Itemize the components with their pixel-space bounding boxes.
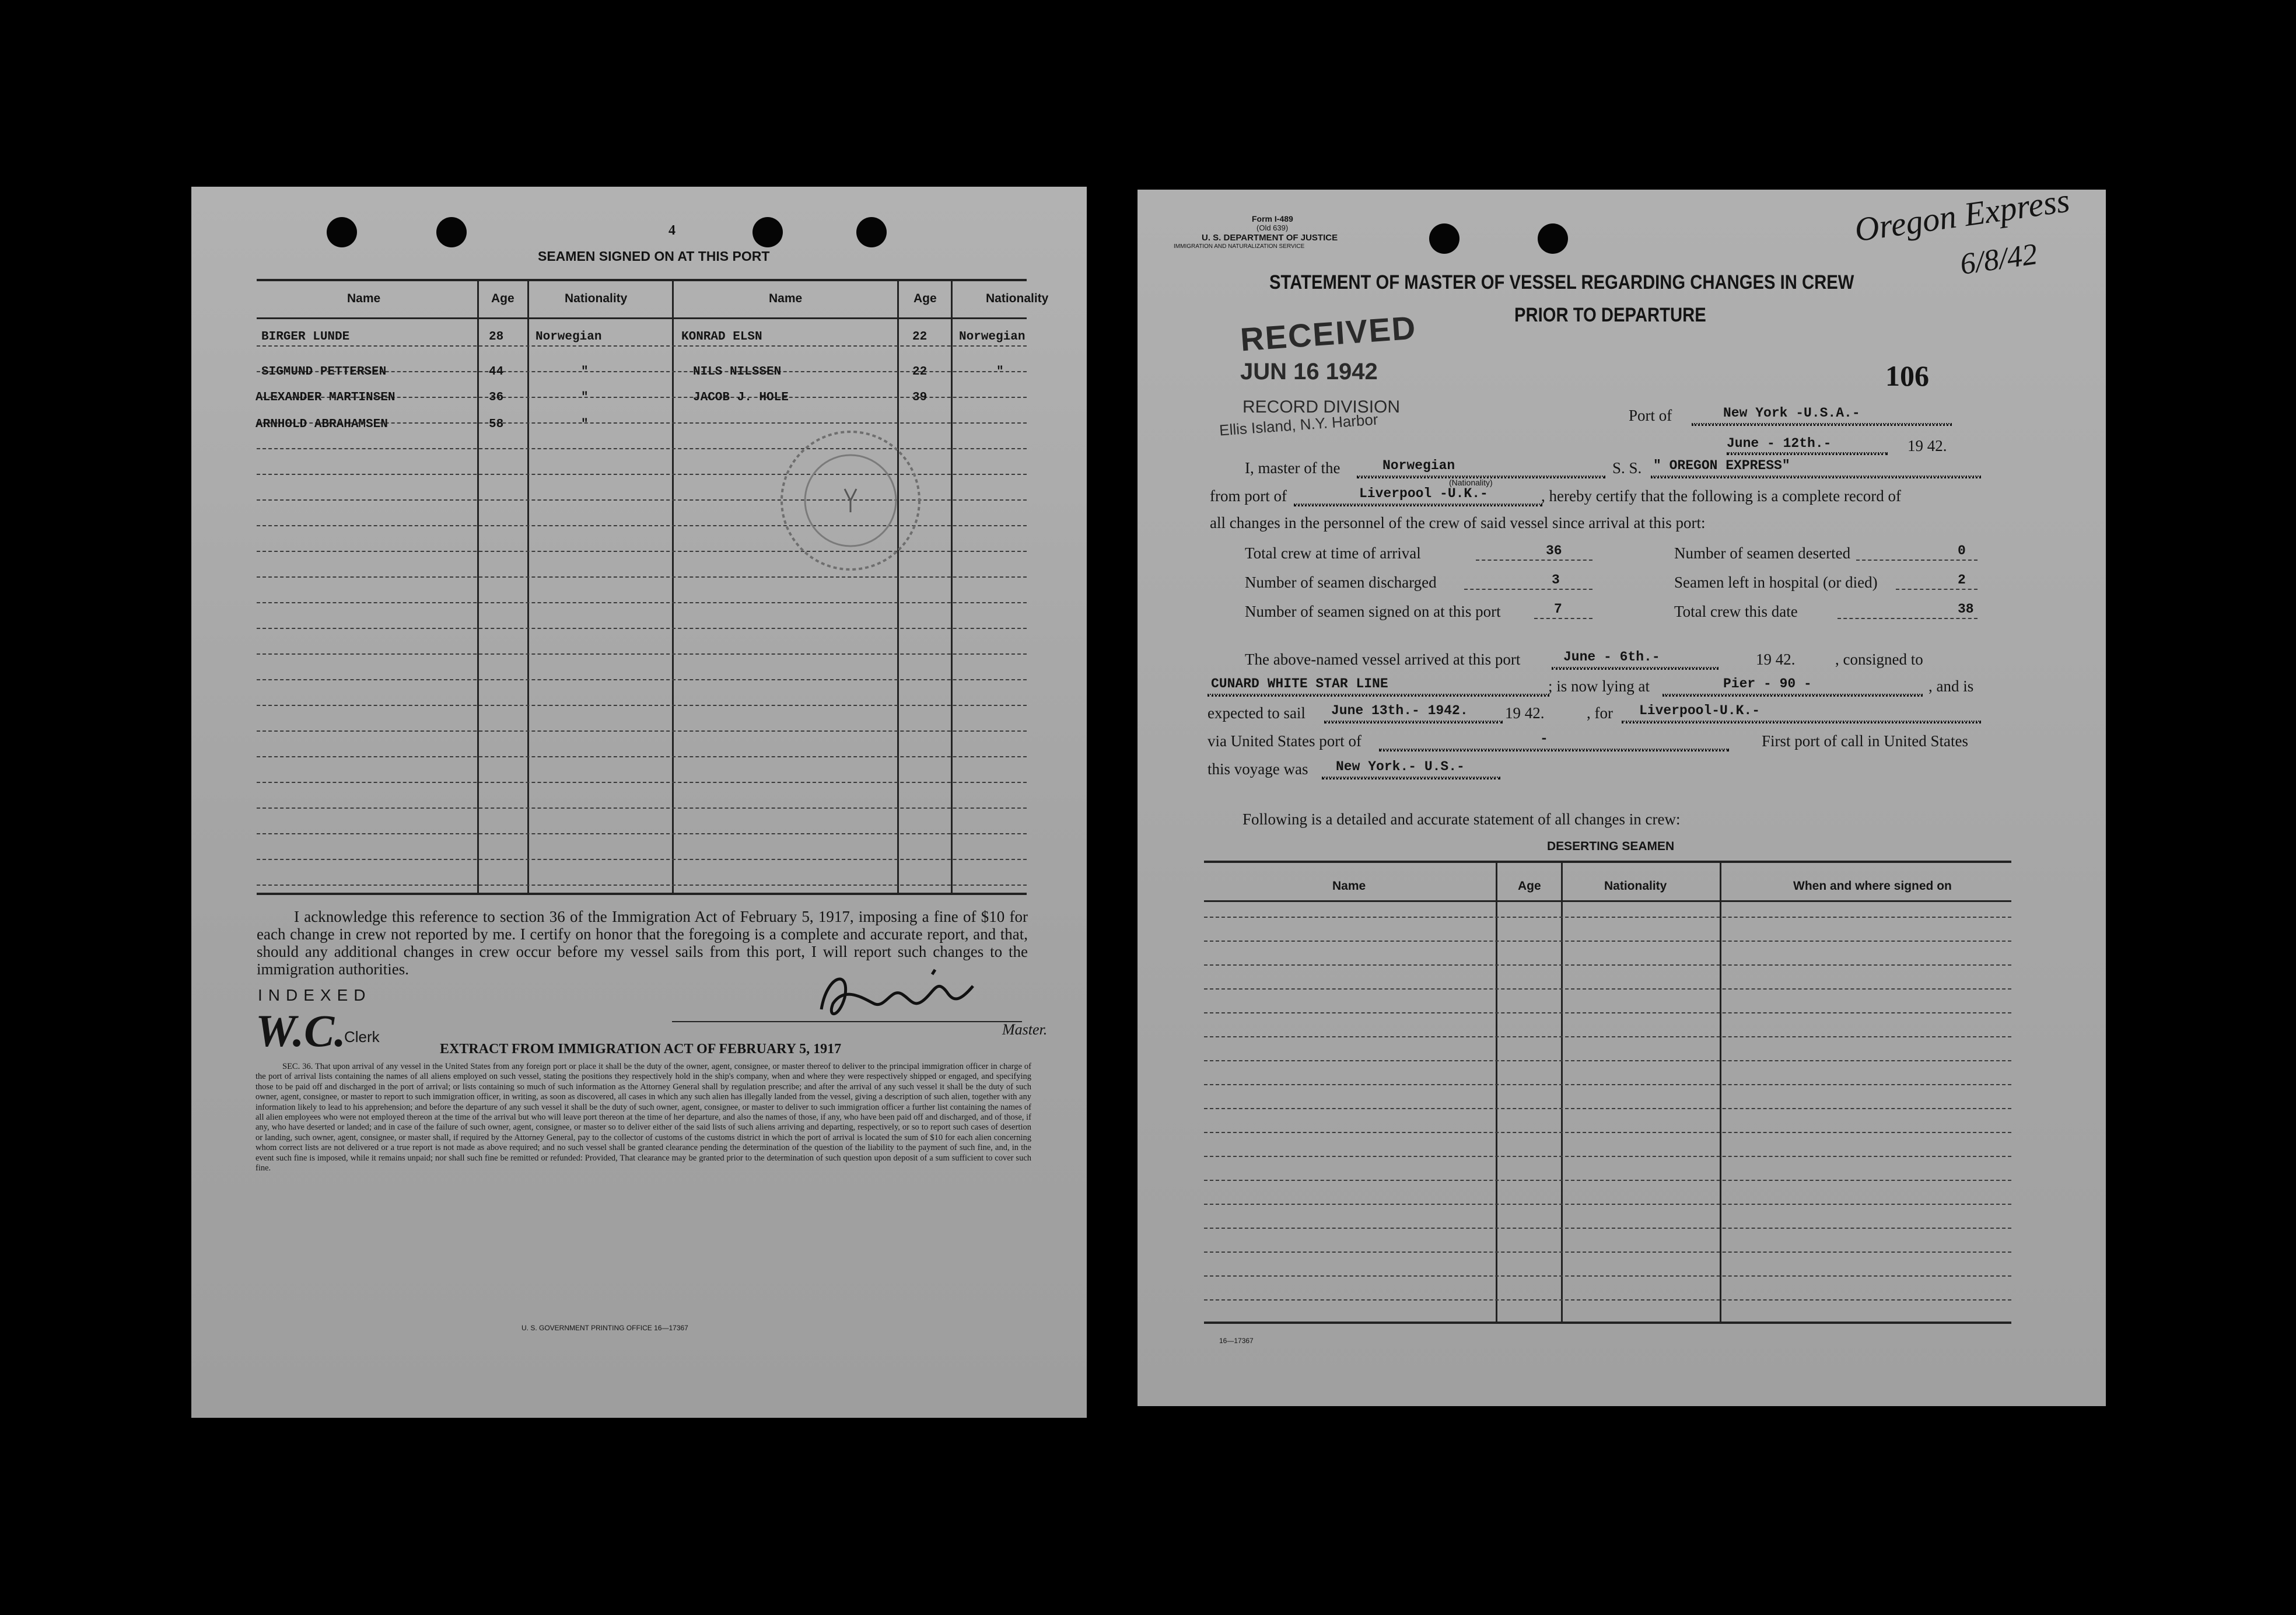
all-changes-text: all changes in the personnel of the crew of said vessel since arrival at this port:: [1210, 514, 1706, 532]
table-rule: [257, 345, 1027, 347]
master-signature: [810, 963, 985, 1027]
from-port-label: from port of: [1210, 487, 1287, 505]
discharged-value: 3: [1552, 572, 1560, 588]
col-header-name: Name: [769, 292, 803, 305]
and-is-label: , and is: [1929, 677, 1974, 695]
page-number: 4: [668, 223, 676, 238]
table-cell-age: 22: [912, 365, 928, 379]
received-stamp: RECEIVED: [1239, 309, 1418, 358]
master-label: Master.: [1002, 1021, 1048, 1038]
sheet-number: 106: [1885, 359, 1929, 392]
table-rule: [1204, 1156, 2011, 1157]
col-header-name: Name: [347, 292, 381, 305]
table-cell-age: 58: [489, 418, 504, 431]
certify-text: , hereby certify that the following is a complete record of: [1541, 487, 1902, 505]
table-rule: [1204, 1228, 2011, 1229]
table-rule: [257, 730, 1027, 732]
table-title: SEAMEN SIGNED ON AT THIS PORT: [538, 249, 770, 264]
expected-label: expected to sail: [1208, 704, 1306, 722]
total-crew-arrival-value: 36: [1546, 543, 1562, 558]
deserting-col-nationality: Nationality: [1604, 879, 1667, 893]
nationality-caption: (Nationality): [1449, 478, 1493, 487]
port-value: New York -U.S.A.-: [1723, 406, 1860, 421]
printer-line: U. S. GOVERNMENT PRINTING OFFICE 16—17367: [522, 1324, 688, 1332]
arrived-year: 19 42.: [1756, 651, 1796, 668]
col-header-nationality: Nationality: [565, 292, 628, 305]
table-rule: [257, 833, 1027, 834]
table-rule: [257, 602, 1027, 603]
table-cell-name: BIRGER LUNDE: [261, 330, 350, 344]
table-rule: [1204, 1204, 2011, 1205]
table-cell-name: SIGMUND PETTERSEN: [261, 365, 387, 379]
punch-hole: [436, 217, 467, 247]
col-header-age: Age: [491, 292, 514, 305]
master-of-label: I, master of the: [1245, 459, 1340, 477]
table-cell-name: ALEXANDER MARTINSEN: [256, 391, 396, 404]
total-crew-arrival-label: Total crew at time of arrival: [1245, 544, 1421, 562]
table-cell-age: 22: [912, 330, 928, 344]
table-rule: [1204, 1060, 2011, 1061]
col-header-age: Age: [914, 292, 937, 305]
for-label: , for: [1587, 704, 1613, 722]
punch-hole: [856, 217, 887, 247]
ss-label: S. S.: [1612, 459, 1642, 477]
expected-year: 19 42.: [1505, 704, 1545, 722]
punch-hole: [327, 217, 357, 247]
punch-hole: [1429, 223, 1460, 254]
via-value: -: [1540, 731, 1548, 746]
table-rule: [1204, 964, 2011, 966]
via-label: via United States port of: [1208, 732, 1362, 750]
table-rule: [1204, 1108, 2011, 1109]
table-rule: [257, 705, 1027, 706]
handwritten-note: Oregon Express: [1852, 181, 2072, 249]
table-rule: [1204, 1275, 2011, 1277]
arrived-label: The above-named vessel arrived at this port: [1245, 651, 1521, 668]
lying-label: ; is now lying at: [1548, 677, 1650, 695]
table-cell-age: 39: [912, 391, 928, 404]
extract-text: SEC. 36. That upon arrival of any vessel in the United States from any foreign port or place it shall be the duty of the owner, agent, consignee, or master thereof to deliver to the principal immigration officer in charge of the port of arrival lists containing the names of all aliens employed on such vessel, stating the positions they respectively hold in the ship's company, when and where they were respectively shipped or engaged, and specifying those to be paid off and discharged in the port of arrival; or lists containing so much of such information as the Attorney General shall by regulation prescribe; and after the arrival of any such vessel it shall be the duty of such owner, agent, consignee, or master to report to such immigration officer, in writing, as soon as discovered, all cases in which any such alien has illegally landed from the vessel, giving a description of such alien, together with any information likely to lead to his apprehension; and before the departure of any such vessel it shall be the duty of such owner, agent, consignee, or master to deliver to such immigration officer a further list containing the names of all alien employees who were not employed thereon at the time of the arrival but who will leave port thereon at the time of her departure, and also the names of those, if any, who have been paid off and discharged, and of those, if any, who have deserted or landed; and in case of the failure of such owner, agent, consignee, or master so to deliver either of the said lists of such aliens arriving and departing, respectively, or so to report such cases of desertion or landing, such owner, agent, consignee, or master shall, if required by the Attorney General, pay to the collector of customs of the customs district in which the port of arrival is located the sum of $10 for each alien concerning whom correct lists are not delivered or a true report is not made as above required; and no such vessel shall be granted clearance pending the determination of the question of the liability to the payment of such fine, and, in the event such fine is imposed, while it remains unpaid; nor shall such fine be remitted or refunded: Provided, That clearance may be granted prior to the determination of such question upon deposit of a sum sufficient to cover such fine.: [256, 1062, 1031, 1173]
consignee-value: CUNARD WHITE STAR LINE: [1211, 676, 1388, 691]
table-rule: [1204, 917, 2011, 918]
table-rule: [1204, 1012, 2011, 1013]
extract-title: EXTRACT FROM IMMIGRATION ACT OF FEBRUARY 5, 1917: [440, 1041, 842, 1057]
form-number: Form I-489: [1252, 214, 1293, 223]
deserting-col-signed-on: When and where signed on: [1793, 879, 1952, 893]
record-location-stamp: Ellis Island, N.Y. Harbor: [1219, 410, 1379, 439]
consigned-label: , consigned to: [1835, 651, 1923, 668]
signed-on-label: Number of seamen signed on at this port: [1245, 603, 1501, 620]
record-division-stamp: RECORD DIVISION: [1242, 397, 1401, 417]
table-cell-name: JACOB J. HOLE: [693, 391, 789, 404]
table-rule: [1204, 941, 2011, 942]
discharged-label: Number of seamen discharged: [1245, 574, 1437, 591]
table-rule: [257, 628, 1027, 629]
date-suffix: 19 42.: [1908, 437, 1947, 455]
first-port-label: First port of call in United States: [1762, 732, 1968, 750]
punch-hole: [1538, 223, 1568, 254]
form-title: STATEMENT OF MASTER OF VESSEL REGARDING CHANGES IN CREW: [1269, 271, 1854, 293]
table-rule: [257, 756, 1027, 757]
table-cell-nationality: ": [581, 365, 589, 379]
table-cell-name: ARNHOLD ABRAHAMSEN: [256, 418, 388, 431]
voyage-label: this voyage was: [1208, 760, 1308, 778]
pier-value: Pier - 90 -: [1723, 676, 1812, 691]
table-rule: [1204, 1036, 2011, 1037]
table-cell-nationality: ": [581, 418, 589, 431]
hospital-label: Seamen left in hospital (or died): [1674, 574, 1878, 591]
total-crew-date-label: Total crew this date: [1674, 603, 1798, 620]
table-rule: [257, 782, 1027, 783]
col-header-nationality: Nationality: [986, 292, 1049, 305]
seal-stamp: [775, 425, 926, 576]
table-rule: [257, 653, 1027, 655]
deserting-title: DESERTING SEAMEN: [1547, 840, 1675, 853]
table-cell-nationality: ": [996, 365, 1004, 379]
table-rule: [257, 808, 1027, 809]
signed-on-value: 7: [1554, 602, 1562, 617]
table-rule: [1204, 988, 2011, 990]
table-cell-nationality: ": [581, 391, 589, 404]
port-label: Port of: [1629, 407, 1672, 424]
indexed-stamp: INDEXED: [258, 986, 372, 1004]
table-rule: [257, 885, 1027, 886]
left-page: [191, 187, 1087, 1418]
table-rule: [257, 576, 1027, 578]
table-cell-name: KONRAD ELSN: [681, 330, 762, 344]
destination-value: Liverpool-U.K.-: [1639, 703, 1760, 718]
table-cell-age: 44: [489, 365, 504, 379]
clerk-label: Clerk: [344, 1028, 380, 1046]
table-cell-age: 36: [489, 391, 504, 404]
table-rule: [1204, 1132, 2011, 1133]
arrived-value: June - 6th.-: [1563, 649, 1660, 665]
expected-value: June 13th.- 1942.: [1331, 703, 1468, 718]
deserted-label: Number of seamen deserted: [1674, 544, 1851, 562]
table-cell-name: NILS NILSSEN: [693, 365, 782, 379]
hospital-value: 2: [1958, 572, 1966, 588]
clerk-initials: W.C.: [256, 1005, 346, 1056]
form-old-number: (Old 639): [1256, 223, 1289, 232]
following-text: Following is a detailed and accurate statement of all changes in crew:: [1242, 810, 1681, 828]
table-rule: [1204, 1299, 2011, 1301]
deserting-col-name: Name: [1332, 879, 1366, 893]
deserting-col-age: Age: [1518, 879, 1541, 893]
handwritten-date: 6/8/42: [1958, 237, 2040, 281]
department: U. S. DEPARTMENT OF JUSTICE: [1202, 233, 1338, 243]
table-rule: [1204, 1180, 2011, 1181]
acknowledgement-text: I acknowledge this reference to section 36 of the Immigration Act of February 5, 1917, imposing a fine of $10 for each change in crew not reported by me. I certify on honor that the foregoing is a complete and accurate report, and that, should any additional changes in crew occur before my vessel sails from this port, I will report such changes to the immigration authorities.: [257, 908, 1028, 978]
form-subtitle: PRIOR TO DEPARTURE: [1514, 304, 1706, 326]
received-stamp-date: JUN 16 1942: [1240, 359, 1378, 384]
footer-number: 16—17367: [1219, 1337, 1254, 1345]
table-rule: [257, 859, 1027, 860]
table-cell-age: 28: [489, 330, 504, 344]
deserted-value: 0: [1958, 543, 1966, 558]
total-crew-date-value: 38: [1958, 602, 1974, 617]
table-cell-nationality: Norwegian: [536, 330, 602, 344]
right-page: [1138, 181, 2106, 1406]
table-rule: [1204, 1084, 2011, 1085]
punch-hole: [752, 217, 783, 247]
from-port-value: Liverpool -U.K.-: [1359, 486, 1488, 501]
voyage-value: New York.- U.S.-: [1336, 759, 1465, 774]
date-value: June - 12th.-: [1727, 436, 1832, 451]
service: IMMIGRATION AND NATURALIZATION SERVICE: [1174, 243, 1305, 250]
ship-name: " OREGON EXPRESS": [1653, 458, 1790, 473]
table-rule: [257, 679, 1027, 680]
nationality-value: Norwegian: [1382, 458, 1455, 473]
table-cell-nationality: Norwegian: [959, 330, 1026, 344]
table-rule: [1204, 1252, 2011, 1253]
